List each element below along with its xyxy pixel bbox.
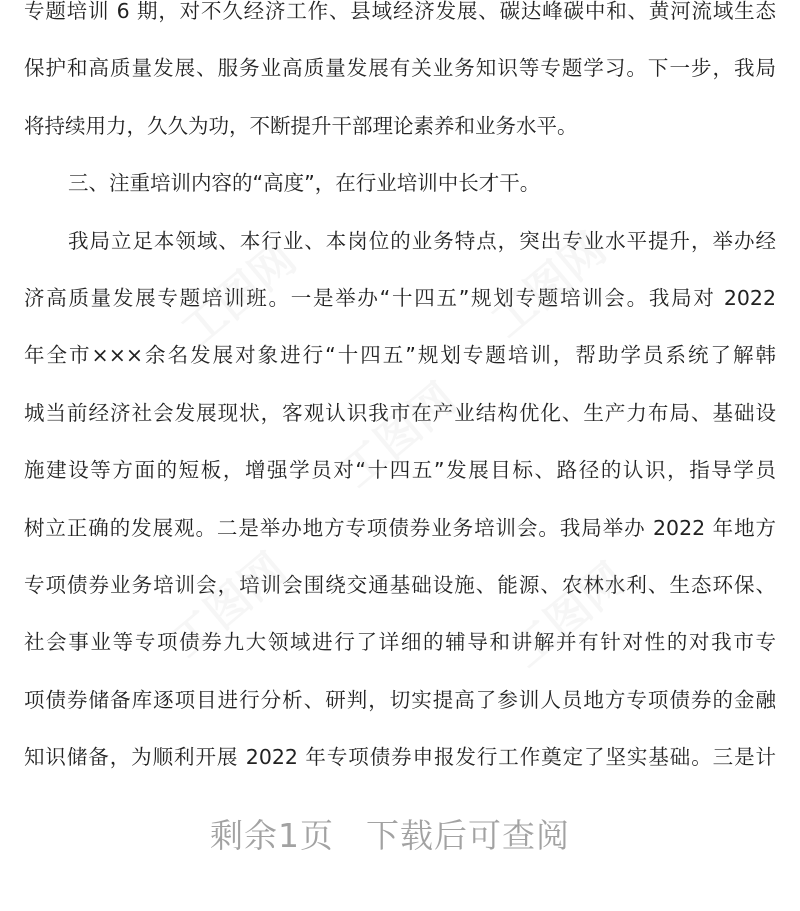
watermark: 工图网: [481, 223, 616, 348]
text-line: 我局立足本领域、本行业、本岗位的业务特点，突出专业水平提升，举办经: [68, 228, 776, 253]
text-line: 知识储备，为顺利开展 2022 年专项债券申报发行工作奠定了坚实基础。三是计: [24, 745, 776, 770]
text-line: 年全市×××余名发展对象进行“十四五”规划专题培训，帮助学员系统了解韩: [24, 343, 776, 368]
watermark: 工图网: [331, 373, 466, 498]
remaining-pages-notice[interactable]: [0, 810, 780, 857]
text-line: 济高质量发展专题培训班。一是举办“十四五”规划专题培训会。我局对 2022: [24, 285, 776, 310]
download-to-view-link[interactable]: 下载后可查阅: [366, 816, 570, 855]
text-line: 将持续用力，久久为功，不断提升干部理论素养和业务水平。: [24, 113, 578, 138]
text-line: 城当前经济社会发展现状，客观认识我市在产业结构优化、生产力布局、基础设: [24, 400, 776, 425]
section-heading: 三、注重培训内容的“高度”，在行业培训中长才干。: [68, 171, 541, 196]
text-line: 专项债券业务培训会，培训会围绕交通基础设施、能源、农林水利、生态环保、: [24, 572, 776, 597]
remaining-pages-count: 剩余1页: [210, 816, 334, 855]
text-line: 专题培训 6 期，对不久经济工作、县域经济发展、碳达峰碳中和、黄河流域生态: [24, 0, 776, 23]
watermark: 工图网: [161, 543, 296, 668]
watermark: 工图网: [501, 553, 636, 678]
text-line: 保护和高质量发展、服务业高质量发展有关业务知识等专题学习。下一步，我局: [24, 56, 776, 81]
text-line: 项债券储备库逐项目进行分析、研判，切实提高了参训人员地方专项债券的金融: [24, 687, 776, 712]
text-line: 树立正确的发展观。二是举办地方专项债券业务培训会。我局举办 2022 年地方: [24, 515, 776, 540]
text-line: 社会事业等专项债券九大领域进行了详细的辅导和讲解并有针对性的对我市专: [24, 630, 776, 655]
watermark: 工图网: [171, 233, 306, 358]
text-line: 施建设等方面的短板，增强学员对“十四五”发展目标、路径的认识，指导学员: [24, 458, 776, 483]
document-body: [24, 0, 776, 786]
